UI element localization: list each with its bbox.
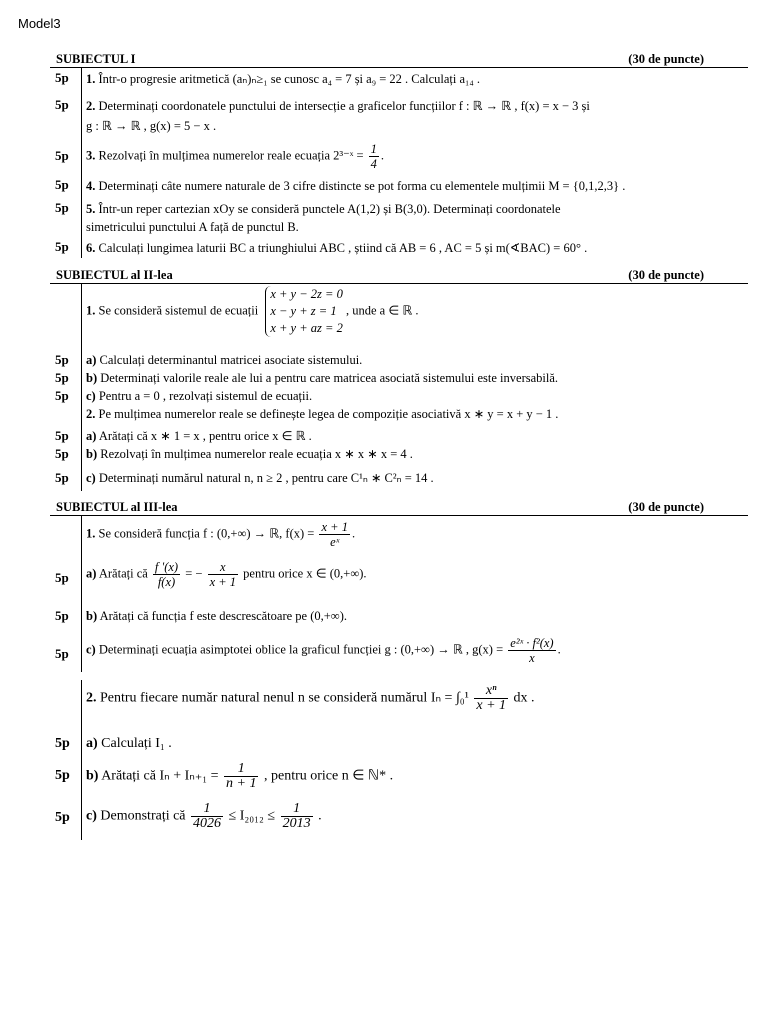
section-3-title: SUBIECTUL al III-lea	[56, 500, 178, 514]
section-2-points: (30 de puncte)	[628, 268, 704, 282]
section-1-divider	[81, 68, 82, 258]
section-3-divider-a	[81, 516, 82, 672]
section-2-divider	[81, 284, 82, 491]
section-1-title: SUBIECTUL I	[56, 52, 136, 66]
section-1-header	[50, 52, 748, 68]
model-label: Model3	[18, 16, 61, 31]
section-3-divider-b	[81, 680, 82, 840]
section-2-title: SUBIECTUL al II-lea	[56, 268, 173, 282]
section-3-header	[50, 500, 748, 516]
section-2-header	[50, 268, 748, 284]
section-3-points: (30 de puncte)	[628, 500, 704, 514]
section-1-points: (30 de puncte)	[628, 52, 704, 66]
